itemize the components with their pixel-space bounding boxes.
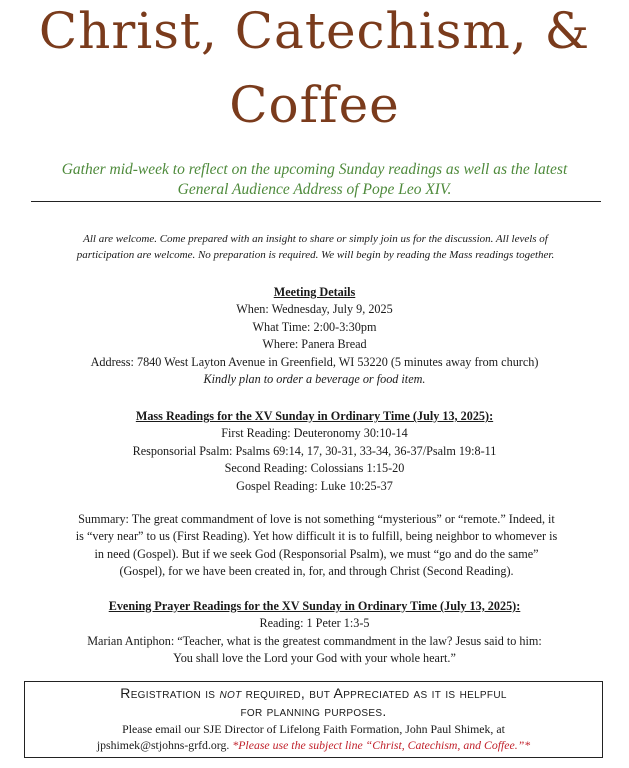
intro-text bbox=[30, 232, 601, 263]
registration-email-line: Please email our SJE Director of Lifelong Faith Formation, John Paul Shimek, at bbox=[122, 721, 505, 736]
registration-box bbox=[24, 681, 603, 758]
flyer-title-line1: Christ, Catechism, & bbox=[38, 2, 591, 60]
evening-heading: Evening Prayer Readings for the XV Sunday in Ordinary Time (July 13, 2025): bbox=[108, 599, 521, 613]
meeting-where: Where: Panera Bread bbox=[262, 337, 367, 352]
intro-line1: All are welcome. Come prepared with an insight to share or simply join us for the discussion. All levels of bbox=[83, 233, 548, 245]
flyer-title-line2: Coffee bbox=[229, 76, 400, 134]
registration-part1: Registration is bbox=[120, 685, 220, 701]
summary-line1: Summary: The great commandment of love is not something “mysterious” or “remote.” Indeed, it bbox=[78, 512, 555, 526]
registration-not: not bbox=[219, 685, 242, 701]
divider bbox=[31, 201, 601, 202]
tagline-line1: Gather mid-week to reflect on the upcoming Sunday readings as well as the latest bbox=[61, 161, 568, 178]
registration-part2: required, but Appreciated as it is helpful bbox=[241, 685, 507, 701]
evening-reading: Reading: 1 Peter 1:3-5 bbox=[259, 616, 370, 631]
evening-antiphon-line1: Marian Antiphon: “Teacher, what is the greatest commandment in the law? Jesus said to him: bbox=[87, 633, 542, 648]
meeting-note: Kindly plan to order a beverage or food item. bbox=[203, 372, 426, 387]
mass-second-reading: Second Reading: Colossians 1:15-20 bbox=[224, 461, 405, 476]
meeting-address: Address: 7840 West Layton Avenue in Greenfield, WI 53220 (5 minutes away from church) bbox=[90, 354, 539, 369]
evening-antiphon-line2: You shall love the Lord your God with your whole heart.” bbox=[173, 651, 456, 666]
mass-heading: Mass Readings for the XV Sunday in Ordinary Time (July 13, 2025): bbox=[135, 409, 494, 423]
registration-line2: for planning purposes. bbox=[240, 702, 387, 719]
intro-line2: participation are welcome. No preparation is required. We will begin by reading the Mass readings together. bbox=[76, 248, 555, 261]
meeting-time: What Time: 2:00-3:30pm bbox=[252, 319, 377, 334]
summary-line3: in need (Gospel). But if we seek God (Responsorial Psalm), we must “go and do the same” bbox=[94, 546, 539, 561]
mass-readings bbox=[20, 408, 609, 495]
registration-email-link[interactable]: jpshimek@stjohns-grfd.org. bbox=[96, 738, 230, 753]
summary-line2: is “very near” to us (First Reading). Yet how difficult it is to fulfill, being neighbor to whomever is bbox=[75, 529, 558, 544]
meeting-when: When: Wednesday, July 9, 2025 bbox=[236, 302, 393, 317]
meeting-details bbox=[20, 284, 609, 389]
summary-line4: (Gospel), for we have been created in, for, and through Christ (Second Reading). bbox=[119, 564, 514, 579]
tagline bbox=[30, 160, 599, 201]
mass-gospel: Gospel Reading: Luke 10:25-37 bbox=[236, 478, 393, 493]
registration-contact bbox=[25, 737, 602, 754]
mass-psalm: Responsorial Psalm: Psalms 69:14, 17, 30-31, 33-34, 36-37/Psalm 19:8-11 bbox=[132, 443, 497, 458]
registration-headline bbox=[25, 682, 602, 721]
summary bbox=[30, 511, 603, 581]
mass-first-reading: First Reading: Deuteronomy 30:10-14 bbox=[221, 426, 408, 441]
tagline-line2: General Audience Address of Pope Leo XIV. bbox=[177, 181, 452, 199]
meeting-heading: Meeting Details bbox=[273, 285, 356, 299]
registration-subject-note: *Please use the subject line “Christ, Catechism, and Coffee.”* bbox=[232, 738, 531, 753]
evening-prayer bbox=[20, 598, 609, 668]
